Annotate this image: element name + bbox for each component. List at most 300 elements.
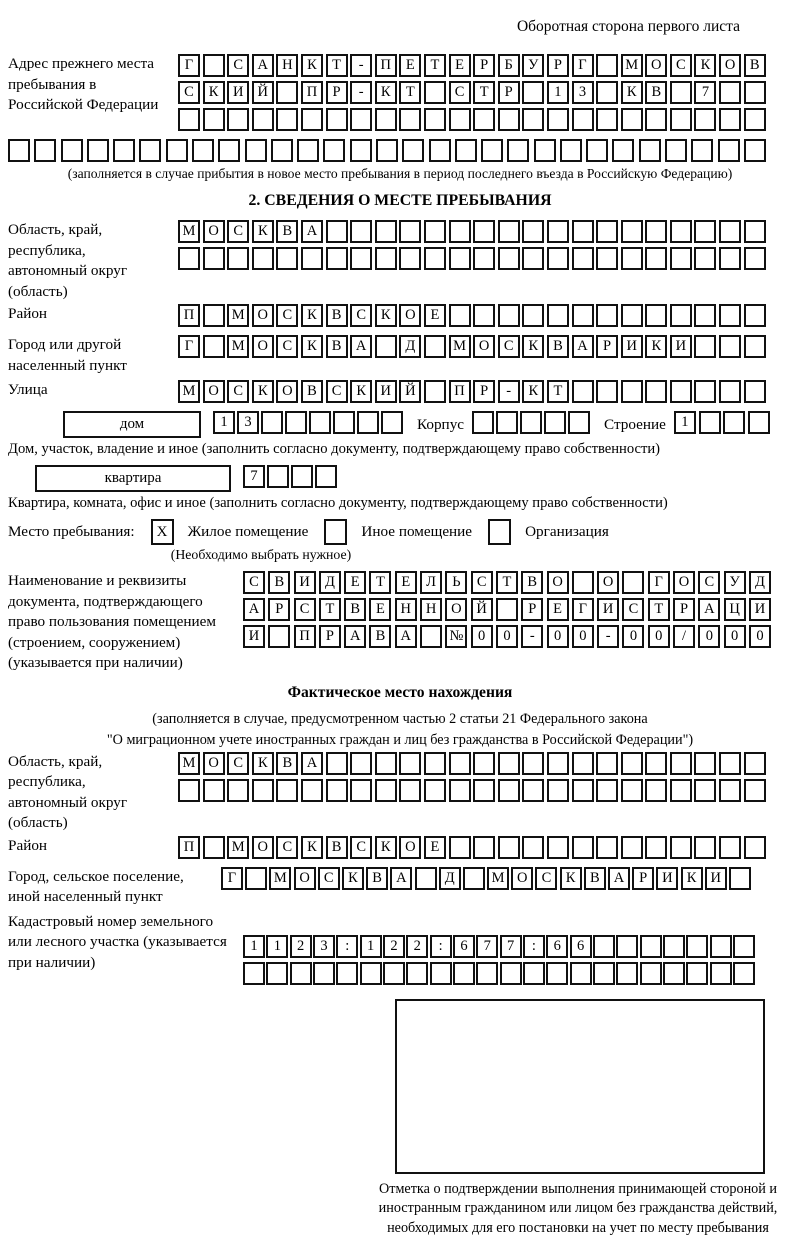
char-cell[interactable] [645, 108, 667, 131]
char-cell[interactable]: Р [319, 625, 341, 648]
char-cell[interactable]: И [621, 335, 643, 358]
char-cell[interactable]: № [445, 625, 467, 648]
char-cell[interactable] [498, 752, 520, 775]
char-cell[interactable] [276, 108, 298, 131]
char-cell[interactable]: Й [252, 81, 274, 104]
char-cell[interactable]: С [227, 752, 249, 775]
char-cell[interactable] [357, 411, 379, 434]
char-cell[interactable]: 0 [648, 625, 670, 648]
char-cell[interactable]: - [350, 54, 372, 77]
char-cell[interactable] [586, 139, 608, 162]
char-cell[interactable] [476, 962, 498, 985]
char-cell[interactable]: О [252, 836, 274, 859]
char-cell[interactable]: Д [319, 571, 341, 594]
char-cell[interactable] [572, 380, 594, 403]
char-cell[interactable]: Н [420, 598, 442, 621]
char-cell[interactable]: О [597, 571, 619, 594]
char-cell[interactable]: Д [749, 571, 771, 594]
char-cell[interactable]: Р [673, 598, 695, 621]
char-cell[interactable]: С [243, 571, 265, 594]
char-cell[interactable]: К [252, 220, 274, 243]
char-cell[interactable]: Т [326, 54, 348, 77]
char-cell[interactable] [453, 962, 475, 985]
char-cell[interactable] [315, 465, 337, 488]
char-cell[interactable]: К [301, 335, 323, 358]
char-cell[interactable] [596, 779, 618, 802]
char-cell[interactable] [203, 779, 225, 802]
char-cell[interactable]: К [621, 81, 643, 104]
char-cell[interactable]: Н [276, 54, 298, 77]
char-cell[interactable]: Т [496, 571, 518, 594]
char-cell[interactable]: А [301, 752, 323, 775]
char-cell[interactable]: М [178, 380, 200, 403]
char-cell[interactable] [522, 304, 544, 327]
char-cell[interactable] [360, 962, 382, 985]
char-cell[interactable]: В [276, 752, 298, 775]
char-cell[interactable]: Р [632, 867, 654, 890]
char-cell[interactable]: О [719, 54, 741, 77]
char-cell[interactable] [645, 752, 667, 775]
char-cell[interactable] [8, 139, 30, 162]
char-cell[interactable]: В [547, 335, 569, 358]
char-cell[interactable] [424, 220, 446, 243]
char-cell[interactable] [522, 779, 544, 802]
char-cell[interactable]: О [399, 304, 421, 327]
char-cell[interactable] [593, 935, 615, 958]
char-cell[interactable]: С [276, 836, 298, 859]
char-cell[interactable]: В [326, 335, 348, 358]
char-cell[interactable] [245, 139, 267, 162]
char-cell[interactable]: Г [178, 54, 200, 77]
char-cell[interactable]: П [301, 81, 323, 104]
char-cell[interactable] [744, 380, 766, 403]
char-cell[interactable]: Т [424, 54, 446, 77]
char-cell[interactable]: П [294, 625, 316, 648]
char-cell[interactable] [719, 81, 741, 104]
char-cell[interactable]: 0 [572, 625, 594, 648]
char-cell[interactable]: А [301, 220, 323, 243]
char-cell[interactable] [218, 139, 240, 162]
char-cell[interactable]: А [608, 867, 630, 890]
char-cell[interactable] [570, 962, 592, 985]
char-cell[interactable]: - [350, 81, 372, 104]
char-cell[interactable]: К [301, 836, 323, 859]
char-cell[interactable] [645, 247, 667, 270]
checkbox-organization[interactable] [488, 519, 511, 545]
char-cell[interactable] [663, 962, 685, 985]
char-cell[interactable] [496, 598, 518, 621]
char-cell[interactable] [399, 779, 421, 802]
char-cell[interactable]: И [227, 81, 249, 104]
char-cell[interactable]: И [656, 867, 678, 890]
char-cell[interactable] [473, 752, 495, 775]
char-cell[interactable]: И [749, 598, 771, 621]
char-cell[interactable]: И [597, 598, 619, 621]
char-cell[interactable]: А [572, 335, 594, 358]
char-cell[interactable] [547, 752, 569, 775]
char-cell[interactable] [744, 220, 766, 243]
char-cell[interactable] [544, 411, 566, 434]
char-cell[interactable]: Б [498, 54, 520, 77]
char-cell[interactable]: К [522, 335, 544, 358]
char-cell[interactable]: С [350, 836, 372, 859]
char-cell[interactable] [744, 304, 766, 327]
char-cell[interactable]: 1 [547, 81, 569, 104]
char-cell[interactable]: Т [399, 81, 421, 104]
char-cell[interactable] [645, 304, 667, 327]
char-cell[interactable]: 1 [213, 411, 235, 434]
char-cell[interactable]: Т [369, 571, 391, 594]
char-cell[interactable]: Е [369, 598, 391, 621]
char-cell[interactable] [449, 836, 471, 859]
char-cell[interactable]: Т [473, 81, 495, 104]
char-cell[interactable] [424, 108, 446, 131]
char-cell[interactable] [420, 625, 442, 648]
char-cell[interactable] [473, 304, 495, 327]
char-cell[interactable] [399, 247, 421, 270]
char-cell[interactable]: В [521, 571, 543, 594]
char-cell[interactable]: О [276, 380, 298, 403]
char-cell[interactable] [699, 411, 721, 434]
char-cell[interactable] [719, 836, 741, 859]
char-cell[interactable] [498, 108, 520, 131]
char-cell[interactable] [323, 139, 345, 162]
char-cell[interactable]: С [350, 304, 372, 327]
char-cell[interactable] [376, 139, 398, 162]
char-cell[interactable] [402, 139, 424, 162]
char-cell[interactable]: К [681, 867, 703, 890]
char-cell[interactable] [568, 411, 590, 434]
char-cell[interactable] [424, 752, 446, 775]
char-cell[interactable]: О [511, 867, 533, 890]
char-cell[interactable] [663, 935, 685, 958]
char-cell[interactable]: Е [424, 304, 446, 327]
char-cell[interactable]: В [301, 380, 323, 403]
char-cell[interactable] [546, 962, 568, 985]
char-cell[interactable]: 0 [471, 625, 493, 648]
char-cell[interactable]: Р [326, 81, 348, 104]
char-cell[interactable] [399, 220, 421, 243]
char-cell[interactable] [326, 752, 348, 775]
char-cell[interactable] [350, 220, 372, 243]
char-cell[interactable] [718, 139, 740, 162]
char-cell[interactable]: М [178, 220, 200, 243]
char-cell[interactable] [547, 247, 569, 270]
char-cell[interactable] [309, 411, 331, 434]
char-cell[interactable] [596, 752, 618, 775]
char-cell[interactable] [271, 139, 293, 162]
char-cell[interactable] [640, 962, 662, 985]
char-cell[interactable] [498, 779, 520, 802]
char-cell[interactable]: К [694, 54, 716, 77]
char-cell[interactable]: Е [449, 54, 471, 77]
char-cell[interactable] [733, 962, 755, 985]
char-cell[interactable] [522, 836, 544, 859]
char-cell[interactable] [748, 411, 770, 434]
char-cell[interactable] [645, 779, 667, 802]
char-cell[interactable] [616, 962, 638, 985]
char-cell[interactable]: 2 [406, 935, 428, 958]
char-cell[interactable]: - [597, 625, 619, 648]
char-cell[interactable]: 1 [243, 935, 265, 958]
char-cell[interactable] [560, 139, 582, 162]
char-cell[interactable]: 7 [500, 935, 522, 958]
char-cell[interactable]: Ь [445, 571, 467, 594]
char-cell[interactable] [261, 411, 283, 434]
char-cell[interactable] [522, 247, 544, 270]
char-cell[interactable] [694, 779, 716, 802]
char-cell[interactable] [424, 81, 446, 104]
char-cell[interactable]: 6 [546, 935, 568, 958]
char-cell[interactable]: У [724, 571, 746, 594]
char-cell[interactable]: Е [399, 54, 421, 77]
char-cell[interactable] [61, 139, 83, 162]
char-cell[interactable]: Й [471, 598, 493, 621]
char-cell[interactable]: М [269, 867, 291, 890]
char-cell[interactable] [178, 779, 200, 802]
char-cell[interactable] [203, 108, 225, 131]
char-cell[interactable] [449, 220, 471, 243]
char-cell[interactable] [719, 752, 741, 775]
char-cell[interactable] [596, 247, 618, 270]
checkbox-other-premises[interactable] [324, 519, 347, 545]
char-cell[interactable] [34, 139, 56, 162]
char-cell[interactable] [496, 411, 518, 434]
char-cell[interactable] [326, 220, 348, 243]
char-cell[interactable] [424, 380, 446, 403]
char-cell[interactable] [449, 779, 471, 802]
char-cell[interactable]: С [318, 867, 340, 890]
char-cell[interactable] [572, 247, 594, 270]
char-cell[interactable] [449, 247, 471, 270]
char-cell[interactable]: К [301, 54, 323, 77]
char-cell[interactable] [166, 139, 188, 162]
char-cell[interactable]: В [744, 54, 766, 77]
char-cell[interactable] [276, 247, 298, 270]
char-cell[interactable] [670, 247, 692, 270]
char-cell[interactable] [424, 247, 446, 270]
char-cell[interactable] [694, 380, 716, 403]
char-cell[interactable] [375, 108, 397, 131]
char-cell[interactable] [645, 836, 667, 859]
char-cell[interactable]: Р [596, 335, 618, 358]
char-cell[interactable]: К [560, 867, 582, 890]
char-cell[interactable] [276, 779, 298, 802]
char-cell[interactable] [192, 139, 214, 162]
char-cell[interactable]: В [326, 836, 348, 859]
char-cell[interactable] [203, 247, 225, 270]
char-cell[interactable]: С [698, 571, 720, 594]
char-cell[interactable]: Н [395, 598, 417, 621]
char-cell[interactable] [547, 220, 569, 243]
char-cell[interactable] [350, 779, 372, 802]
char-cell[interactable]: Р [268, 598, 290, 621]
char-cell[interactable]: С [498, 335, 520, 358]
char-cell[interactable] [473, 108, 495, 131]
char-cell[interactable] [406, 962, 428, 985]
char-cell[interactable]: 1 [266, 935, 288, 958]
char-cell[interactable] [243, 962, 265, 985]
char-cell[interactable]: С [471, 571, 493, 594]
char-cell[interactable] [463, 867, 485, 890]
char-cell[interactable]: - [498, 380, 520, 403]
char-cell[interactable]: Е [424, 836, 446, 859]
char-cell[interactable]: О [252, 335, 274, 358]
char-cell[interactable]: Ц [724, 598, 746, 621]
char-cell[interactable] [621, 752, 643, 775]
char-cell[interactable] [547, 304, 569, 327]
char-cell[interactable]: К [522, 380, 544, 403]
char-cell[interactable]: 6 [570, 935, 592, 958]
char-cell[interactable]: О [294, 867, 316, 890]
char-cell[interactable] [694, 335, 716, 358]
char-cell[interactable]: 0 [622, 625, 644, 648]
char-cell[interactable]: С [294, 598, 316, 621]
char-cell[interactable] [744, 752, 766, 775]
char-cell[interactable]: С [670, 54, 692, 77]
char-cell[interactable]: К [252, 752, 274, 775]
char-cell[interactable] [333, 411, 355, 434]
char-cell[interactable]: А [350, 335, 372, 358]
char-cell[interactable]: Е [344, 571, 366, 594]
char-cell[interactable]: 2 [290, 935, 312, 958]
char-cell[interactable]: В [584, 867, 606, 890]
char-cell[interactable]: П [449, 380, 471, 403]
char-cell[interactable] [694, 304, 716, 327]
char-cell[interactable] [267, 465, 289, 488]
char-cell[interactable]: 6 [453, 935, 475, 958]
char-cell[interactable] [694, 108, 716, 131]
char-cell[interactable]: О [252, 304, 274, 327]
char-cell[interactable]: Е [547, 598, 569, 621]
char-cell[interactable] [670, 81, 692, 104]
char-cell[interactable] [719, 220, 741, 243]
char-cell[interactable] [596, 304, 618, 327]
char-cell[interactable] [596, 54, 618, 77]
char-cell[interactable] [572, 108, 594, 131]
char-cell[interactable]: 3 [313, 935, 335, 958]
char-cell[interactable]: У [522, 54, 544, 77]
char-cell[interactable]: Р [473, 54, 495, 77]
char-cell[interactable]: С [276, 335, 298, 358]
char-cell[interactable]: : [523, 935, 545, 958]
char-cell[interactable] [424, 335, 446, 358]
char-cell[interactable] [381, 411, 403, 434]
char-cell[interactable] [203, 304, 225, 327]
char-cell[interactable] [596, 380, 618, 403]
char-cell[interactable]: Р [521, 598, 543, 621]
char-cell[interactable]: И [375, 380, 397, 403]
char-cell[interactable] [350, 108, 372, 131]
char-cell[interactable] [723, 411, 745, 434]
char-cell[interactable]: А [243, 598, 265, 621]
char-cell[interactable] [178, 108, 200, 131]
char-cell[interactable] [744, 81, 766, 104]
char-cell[interactable]: Р [473, 380, 495, 403]
char-cell[interactable] [473, 247, 495, 270]
char-cell[interactable]: К [375, 81, 397, 104]
char-cell[interactable] [621, 304, 643, 327]
char-cell[interactable]: Г [572, 54, 594, 77]
char-cell[interactable] [686, 935, 708, 958]
char-cell[interactable]: М [621, 54, 643, 77]
char-cell[interactable]: А [344, 625, 366, 648]
char-cell[interactable]: С [227, 380, 249, 403]
char-cell[interactable]: Г [572, 598, 594, 621]
char-cell[interactable] [399, 752, 421, 775]
char-cell[interactable]: О [445, 598, 467, 621]
char-cell[interactable] [719, 779, 741, 802]
char-cell[interactable]: М [449, 335, 471, 358]
char-cell[interactable] [522, 108, 544, 131]
char-cell[interactable] [622, 571, 644, 594]
char-cell[interactable]: Т [547, 380, 569, 403]
char-cell[interactable] [139, 139, 161, 162]
char-cell[interactable]: М [487, 867, 509, 890]
char-cell[interactable] [424, 779, 446, 802]
char-cell[interactable] [694, 220, 716, 243]
char-cell[interactable] [472, 411, 494, 434]
char-cell[interactable] [350, 247, 372, 270]
char-cell[interactable] [710, 962, 732, 985]
char-cell[interactable] [498, 304, 520, 327]
char-cell[interactable] [449, 304, 471, 327]
char-cell[interactable] [449, 108, 471, 131]
char-cell[interactable]: С [178, 81, 200, 104]
char-cell[interactable] [383, 962, 405, 985]
char-cell[interactable] [621, 247, 643, 270]
char-cell[interactable]: С [227, 54, 249, 77]
char-cell[interactable] [520, 411, 542, 434]
char-cell[interactable] [290, 962, 312, 985]
char-cell[interactable] [621, 108, 643, 131]
char-cell[interactable] [621, 836, 643, 859]
char-cell[interactable]: С [276, 304, 298, 327]
char-cell[interactable] [498, 836, 520, 859]
char-cell[interactable] [455, 139, 477, 162]
char-cell[interactable] [572, 304, 594, 327]
char-cell[interactable]: В [344, 598, 366, 621]
char-cell[interactable]: С [622, 598, 644, 621]
char-cell[interactable] [301, 247, 323, 270]
char-cell[interactable] [572, 220, 594, 243]
char-cell[interactable] [686, 962, 708, 985]
char-cell[interactable]: С [449, 81, 471, 104]
char-cell[interactable]: К [350, 380, 372, 403]
char-cell[interactable]: К [203, 81, 225, 104]
char-cell[interactable] [612, 139, 634, 162]
char-cell[interactable]: Д [439, 867, 461, 890]
char-cell[interactable] [326, 247, 348, 270]
char-cell[interactable]: В [369, 625, 391, 648]
char-cell[interactable] [449, 752, 471, 775]
char-cell[interactable]: Т [319, 598, 341, 621]
char-cell[interactable] [375, 779, 397, 802]
char-cell[interactable]: Г [178, 335, 200, 358]
char-cell[interactable] [326, 779, 348, 802]
char-cell[interactable]: О [473, 335, 495, 358]
char-cell[interactable]: К [301, 304, 323, 327]
char-cell[interactable]: Л [420, 571, 442, 594]
char-cell[interactable] [498, 220, 520, 243]
char-cell[interactable] [694, 836, 716, 859]
char-cell[interactable] [744, 335, 766, 358]
char-cell[interactable]: О [399, 836, 421, 859]
char-cell[interactable] [498, 247, 520, 270]
char-cell[interactable]: П [375, 54, 397, 77]
char-cell[interactable] [744, 836, 766, 859]
char-cell[interactable]: И [294, 571, 316, 594]
